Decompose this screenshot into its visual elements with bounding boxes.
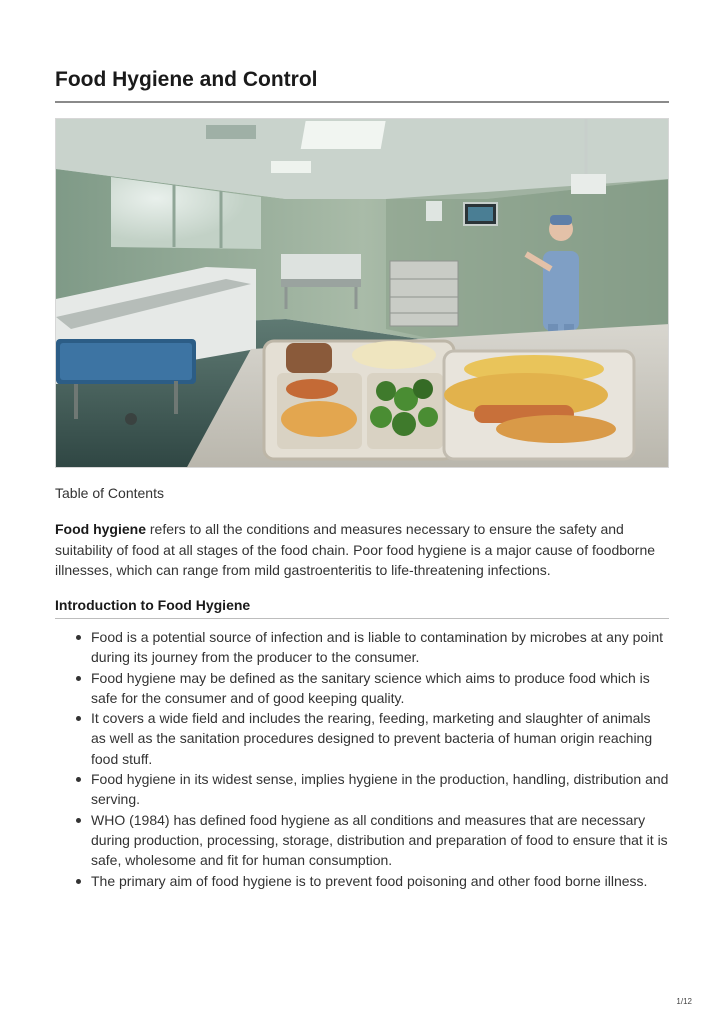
table-of-contents-link[interactable]: Table of Contents	[55, 485, 164, 501]
intro-text: refers to all the conditions and measures necessary to ensure the safety and suitability of food at all stages of the food chain. Poor food hygiene is a major cause of foodborne illnesses, which can range from mild gastroenteritis to life-threatening infections.	[55, 521, 656, 578]
title-divider	[55, 101, 669, 103]
bullet-list	[55, 627, 669, 891]
bullet-dot-icon	[76, 777, 81, 782]
page-number: 1/12	[676, 997, 692, 1006]
list-item: Food hygiene in its widest sense, implies hygiene in the production, handling, distribution and serving.	[55, 769, 669, 810]
list-item: The primary aim of food hygiene is to prevent food poisoning and other food borne illness.	[55, 871, 669, 891]
bullet-dot-icon	[76, 818, 81, 823]
page-title: Food Hygiene and Control	[55, 68, 318, 91]
list-item: It covers a wide field and includes the rearing, feeding, marketing and slaughter of animals as well as the sanitation procedures designed to prevent bacteria of human origin reaching food stuff.	[55, 708, 669, 769]
bullet-dot-icon	[76, 879, 81, 884]
section-heading: Introduction to Food Hygiene	[55, 597, 251, 613]
bullet-dot-icon	[76, 676, 81, 681]
bullet-dot-icon	[76, 635, 81, 640]
list-item: Food is a potential source of infection and is liable to contamination by microbes at any point during its journey from the producer to the consumer.	[55, 627, 669, 668]
intro-bold-term: Food hygiene	[55, 521, 146, 537]
intro-paragraph	[55, 519, 669, 581]
list-item: Food hygiene may be defined as the sanitary science which aims to produce food which is safe for the consumer and of good keeping quality.	[55, 668, 669, 709]
hero-image	[55, 118, 669, 468]
bullet-dot-icon	[76, 716, 81, 721]
section-divider	[55, 618, 669, 619]
hospital-room-food-tray-photo	[56, 119, 669, 468]
list-item: WHO (1984) has defined food hygiene as all conditions and measures that are necessary during production, processing, storage, distribution and preparation of food to ensure that it is safe, wholesome and fit for human consumption.	[55, 810, 669, 871]
